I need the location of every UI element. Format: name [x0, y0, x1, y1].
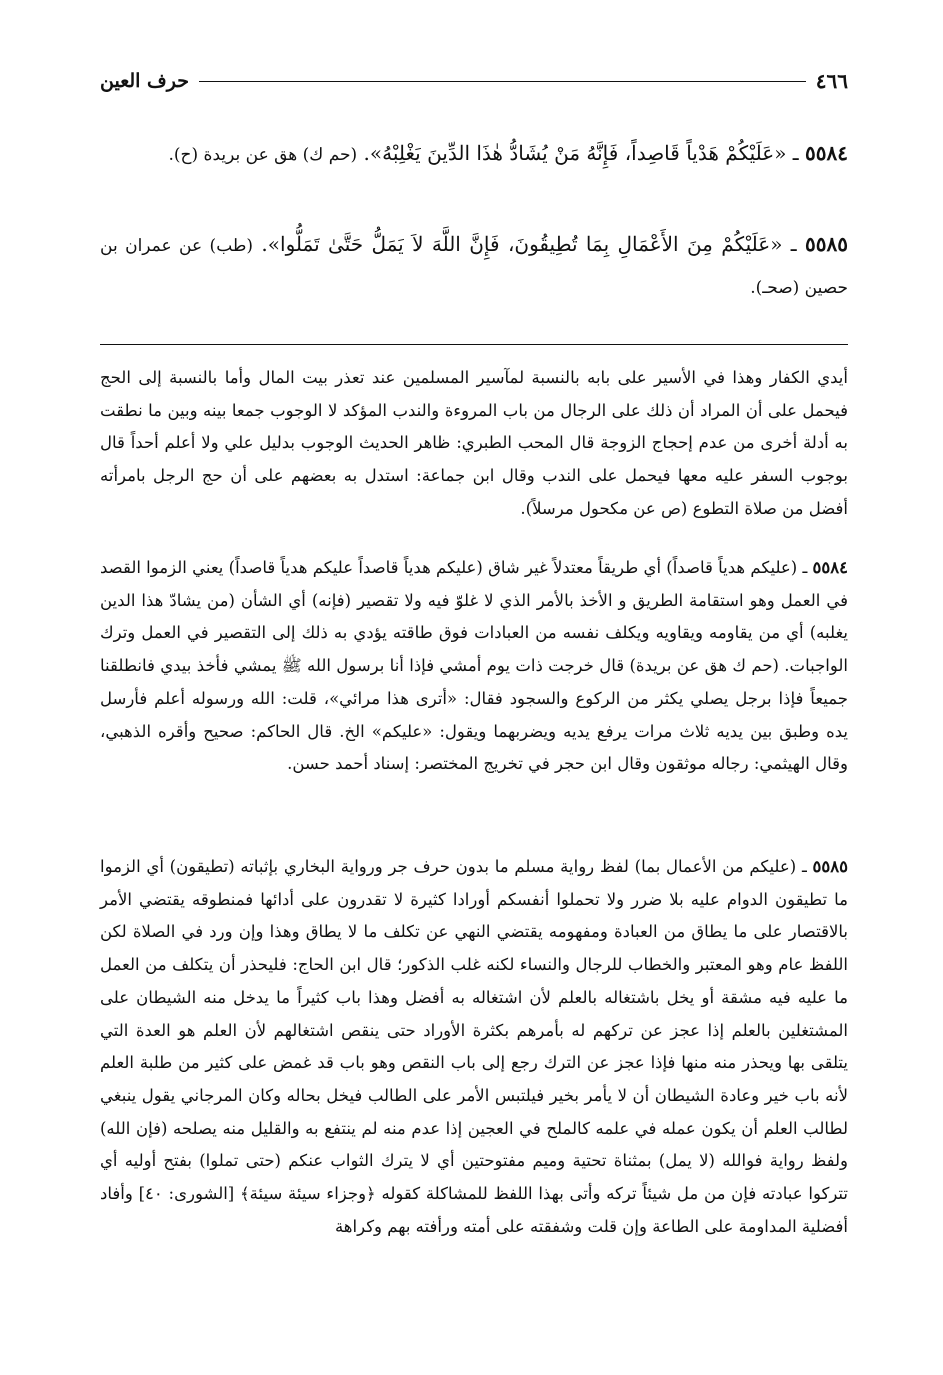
commentary-text: (عليكم هدياً قاصداً) أي طريقاً معتدلاً غير شاق (عليكم هدياً قاصداً عليكم هدياً قاصداً) يعني الزموا القصد في العمل وهو استقامة الطريق و الأخذ بالأمر الذي لا غلوّ فيه ولا تقصير (فإنه) أي الشأن (من يشادّ هذا الدين يغلبه) أي من يقاومه ويقاويه ويكلف نفسه من العبادات فوق طاقته يؤدي به ذلك إلى التقصير في العمل وترك الواجبات. (حم ك هق عن بريدة) قال خرجت ذات يوم أمشي فإذا أنا برسول الله ﷺ يمشي فأخذ بيدي فانطلقنا جميعاً فإذا برجل يصلي يكثر من الركوع والسجود فقال: «أترى هذا مرائي»، قلت: الله ورسوله أعلم فأرسل يده وطبق بين يديه ثلاث مرات يرفع يديه ويضربهما ويقول: «عليكم» الخ. قال الحاكم: صحيح وأقره الذهبي، وقال الهيثمي: رجاله موثقون وقال ابن حجر في تخريج المختصر: إسناد أحمد حسن. [100, 558, 848, 774]
chapter-title: حرف العين [100, 70, 189, 92]
header-rule [199, 81, 806, 82]
hadith-entry: ٥٥٨٤ ـ «عَلَيْكُمْ هَدْياً قَاصِداً، فَإِنَّهُ مَنْ يُشَادُّ هٰذَا الدِّينَ يَغْلِبْهُ». (حم ك) هق عن بريدة (ح). [168, 141, 848, 165]
hadith-reference: (طب) عن عمران بن حصين (صحـ). [100, 236, 848, 298]
hadith-entry: ٥٥٨٥ ـ «عَلَيْكُمْ مِنَ الأَعْمَالِ بِمَا تُطِيقُونَ، فَإِنَّ اللَّهَ لاَ يَمَلُّ حَتَّىٰ تَمَلُّوا». (طب) عن عمران بن حصين (صحـ). [100, 232, 848, 298]
hadith-text: «عَلَيْكُمْ مِنَ الأَعْمَالِ بِمَا تُطِيقُونَ، فَإِنَّ اللَّهَ لاَ يَمَلُّ حَتَّىٰ تَمَلُّوا». [261, 232, 783, 256]
hadith-reference: (حم ك) هق عن بريدة (ح). [168, 145, 358, 165]
footnote-divider [100, 344, 848, 345]
hadith-text: «عَلَيْكُمْ هَدْياً قَاصِداً، فَإِنَّهُ مَنْ يُشَادُّ هٰذَا الدِّينَ يَغْلِبْهُ». [363, 141, 787, 165]
hadith-number: ٥٥٨٤ [805, 141, 848, 165]
commentary-text: أيدي الكفار وهذا في الأسير على بابه بالنسبة لمآسير المسلمين عند تعذر بيت المال وأما بالنسبة إلى الحج فيحمل على أن المراد أن ذلك على الرجال من باب المروءة والندب المؤكد لا الوجوب جمعا بينه وبين ما نطقت به أدلة أخرى من عدم إحجاج الزوجة قال المحب الطبري: ظاهر الحديث الوجوب بدليل علي ولا أعلم أحداً قال بوجوب السفر عليه معها فيحمل على الندب وقال ابن جماعة: استدل به بعضهم على أن حج الرجل بامرأته أفضل من صلاة التطوع (ص عن مكحول مرسلاً). [100, 368, 848, 518]
commentary-number: ٥٥٨٥ [812, 857, 848, 876]
commentary-text: (عليكم من الأعمال بما) لفظ رواية مسلم ما بدون حرف جر ورواية البخاري بإثباته (تطيقون) أي الزموا ما تطيقون الدوام عليه بلا ضرر ولا تحملوا أنفسكم أورادا كثيرة لا تقدرون على أدائها فمنطوقه يقتضي الأمر بالاقتصار على ما يطاق من العبادة ومفهومه يقتضي النهي عن تكلف ما لا يطاق وهذا وإن ورد في الصلاة لكن اللفظ عام وهو المعتبر والخطاب للرجال والنساء لكنه غلب الذكور؛ قال ابن الحاج: فليحذر أن يتكلف من العمل ما عليه فيه مشقة أو يخل باشتغاله بالعلم لأن اشتغاله به أفضل وهذا باب كثيراً ما يدخل منه الشيطان على المشتغلين بالعلم إذا عجز عن تركهم له بأمرهم بكثرة الأوراد حتى ينقص اشتغالهم لأن العلم هو العدة التي يتلقى بها ويحذر منه منها فإذا عجز عن الترك رجع إلى باب النقص وهو باب قد غمض على كثير من طلبة العلم لأنه باب خير وعادة الشيطان أن لا يأمر بخير فيلتبس الأمر على الطالب فيخل بحاله وكان المرجاني يقول ينبغي لطالب العلم أن يكون عمله في علمه كالملح في العجين إذا عدم منه لم ينتفع به والقليل منه يصلحه (فإن الله) ولفظ رواية فوالله (لا يمل) بمثناة تحتية وميم مفتوحتين أي لا يترك الثواب عنكم (حتى تملوا) بفتح أوليه أي تتركوا عبادته فإن من مل شيئاً تركه وأتى بهذا اللفظ للمشاكلة كقوله ﴿وجزاء سيئة سيئة﴾ [الشورى: ٤٠] وأفاد أفضلية المداومة على الطاعة وإن قلت وشفقته على أمته ورأفته بهم وكراهة [100, 857, 848, 1236]
page-number: ٤٦٦ [815, 69, 848, 93]
commentary-number: ٥٥٨٤ [812, 558, 848, 577]
commentary-entry: ٥٥٨٥ ـ (عليكم من الأعمال بما) لفظ رواية مسلم ما بدون حرف جر ورواية البخاري بإثباته (تطيقون) أي الزموا ما تطيقون الدوام عليه بلا ضرر ولا تحملوا أنفسكم أورادا كثيرة لا تقدرون على أدائها فمنطوقه يقتضي الأمر بالاقتصار على ما يطاق من العبادة ومفهومه يقتضي النهي عن تكلف ما لا يطاق وهذا وإن ورد في الصلاة لكن اللفظ عام وهو المعتبر والخطاب للرجال والنساء لكنه غلب الذكور؛ قال ابن الحاج: فليحذر أن يتكلف من العمل ما عليه فيه مشقة أو يخل باشتغاله بالعلم لأن اشتغاله به أفضل وهذا باب كثيراً ما يدخل منه الشيطان على المشتغلين بالعلم إذا عجز عن تركهم له بأمرهم بكثرة الأوراد حتى ينقص اشتغالهم لأن العلم هو العدة التي يتلقى بها ويحذر منه منها فإذا عجز عن الترك رجع إلى باب النقص وهو باب قد غمض على كثير من طلبة العلم لأنه باب خير وعادة الشيطان أن لا يأمر بخير فيلتبس الأمر على الطالب فيخل بحاله وكان المرجاني يقول ينبغي لطالب العلم أن يكون عمله في علمه كالملح في العجين إذا عدم منه لم ينتفع به والقليل منه يصلحه (فإن الله) ولفظ رواية فوالله (لا يمل) بمثناة تحتية وميم مفتوحتين أي لا يترك الثواب عنكم (حتى تملوا) بفتح أوليه أي تتركوا عبادته فإن من مل شيئاً تركه وأتى بهذا اللفظ للمشاكلة كقوله ﴿وجزاء سيئة سيئة﴾ [الشورى: ٤٠] وأفاد أفضلية المداومة على الطاعة وإن قلت وشفقته على أمته ورأفته بهم وكراهة [100, 857, 848, 1236]
commentary-entry: ٥٥٨٤ ـ (عليكم هدياً قاصداً) أي طريقاً معتدلاً غير شاق (عليكم هدياً قاصداً عليكم هدياً قاصداً) يعني الزموا القصد في العمل وهو استقامة الطريق و الأخذ بالأمر الذي لا غلوّ فيه ولا تقصير (فإنه) أي الشأن (من يشادّ هذا الدين يغلبه) أي من يقاومه ويقاويه ويكلف نفسه من العبادات فوق طاقته يؤدي به ذلك إلى التقصير في العمل وترك الواجبات. (حم ك هق عن بريدة) قال خرجت ذات يوم أمشي فإذا أنا برسول الله ﷺ يمشي فأخذ بيدي فانطلقنا جميعاً فإذا برجل يصلي يكثر من الركوع والسجود فقال: «أترى هذا مرائي»، قلت: الله ورسوله أعلم فأرسل يده وطبق بين يديه ثلاث مرات يرفع يديه ويضربهما ويقول: «عليكم» الخ. قال الحاكم: صحيح وأقره الذهبي، وقال الهيثمي: رجاله موثقون وقال ابن حجر في تخريج المختصر: إسناد أحمد حسن. [100, 558, 848, 774]
commentary-continuation [100, 362, 848, 526]
hadith-number: ٥٥٨٥ [805, 232, 848, 256]
page-header [100, 66, 848, 96]
